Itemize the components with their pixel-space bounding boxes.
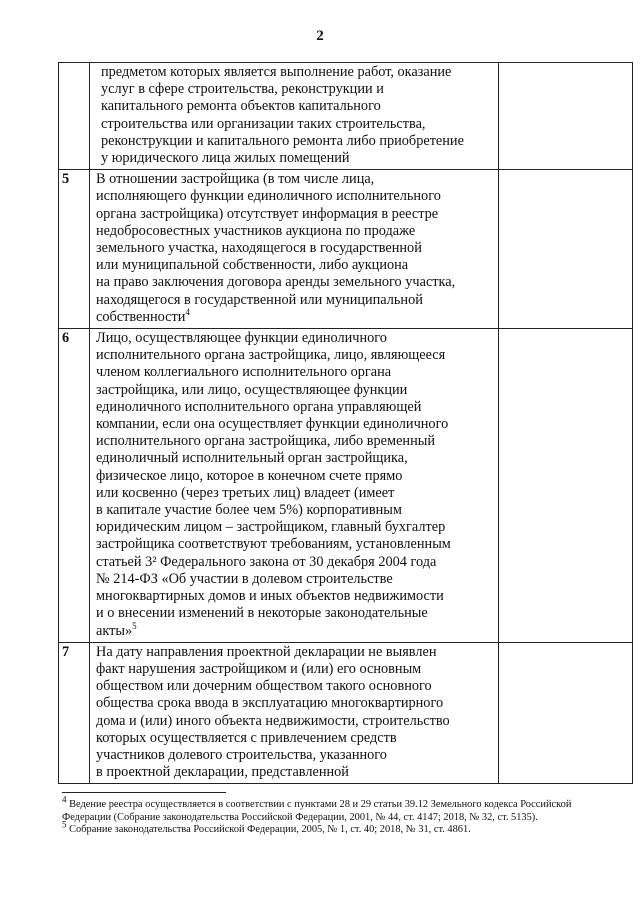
footnote-mark: 5 xyxy=(62,819,67,830)
table-row-7 xyxy=(59,642,633,784)
text-line: или муниципальной собственности, либо аукциона xyxy=(96,257,409,274)
text-line: застройщика соответствуют требованиям, установленным xyxy=(96,536,451,553)
text-line: реконструкции и капитального ремонта либо приобретение xyxy=(101,132,464,149)
footnote-ref: 5 xyxy=(132,620,137,631)
text-line: и о внесении изменений в некоторые законодательные xyxy=(96,605,428,622)
text-line: земельного участка, находящегося в государственной xyxy=(96,240,422,257)
requirement-text-cell xyxy=(90,329,499,643)
footnote-4-continuation: Федерации (Собрание законодательства Российской Федерации, 2001, № 44, ст. 4147; 2018, № 32, ст. 5135). xyxy=(62,811,538,823)
footnotes xyxy=(62,794,622,837)
requirements-table xyxy=(58,62,633,784)
text-line: Лицо, осуществляющее функции единоличного xyxy=(96,330,387,347)
text-line: членом коллегиального исполнительного органа xyxy=(96,364,392,381)
table-row-6 xyxy=(59,329,633,643)
text-line: органа застройщика) отсутствует информация в реестре xyxy=(96,205,439,222)
table-row-5 xyxy=(59,170,633,329)
text-line: В отношении застройщика (в том числе лица, xyxy=(96,171,375,188)
text-line: исполнительного органа застройщика, либо временный xyxy=(96,433,435,450)
text-line: строительства или организации таких строительства, xyxy=(101,115,426,132)
requirement-text-cell xyxy=(90,170,499,329)
row-number-cell: 6 xyxy=(59,329,90,643)
text-line: статьей 3² Федерального закона от 30 декабря 2004 года xyxy=(96,553,437,570)
page-number: 2 xyxy=(316,28,324,44)
text-line: На дату направления проектной декларации не выявлен xyxy=(96,643,437,660)
mark-cell xyxy=(499,642,633,784)
text-line: юридическим лицом – застройщиком, главный бухгалтер xyxy=(96,519,446,536)
text-line: многоквартирных домов и иных объектов недвижимости xyxy=(96,588,444,605)
requirement-text-cell xyxy=(90,642,499,784)
text-line: у юридического лица жилых помещений xyxy=(101,150,350,167)
text-line-last xyxy=(96,309,494,326)
mark-cell xyxy=(499,170,633,329)
text-line: капитального ремонта объектов капитального xyxy=(101,98,381,115)
text-line: в капитале участие более чем 5%) корпоративным xyxy=(96,502,402,519)
text-line: собственности xyxy=(96,308,186,325)
footnote-4 xyxy=(62,794,622,812)
text-line: участников долевого строительства, указанного xyxy=(96,746,387,763)
text-line: находящегося в государственной или муниципальной xyxy=(96,291,423,308)
text-line: услуг в сфере строительства, реконструкции и xyxy=(101,81,384,98)
text-line: недобросовестных участников аукциона по продаже xyxy=(96,222,416,239)
mark-cell xyxy=(499,63,633,170)
text-line: обществом или дочерним обществом такого основного xyxy=(96,678,432,695)
footnote-separator xyxy=(62,792,226,793)
footnote-5 xyxy=(62,819,622,837)
text-line: или косвенно (через третьих лиц) владеет (имеет xyxy=(96,484,395,501)
text-line: исполнительного органа застройщика, лицо, являющееся xyxy=(96,347,446,364)
text-line: единоличного исполнительного органа управляющей xyxy=(96,398,422,415)
footnote-text: Собрание законодательства Российской Федерации, 2005, № 1, ст. 40; 2018, № 31, ст. 4861. xyxy=(66,824,471,836)
text-line: дома и (или) иного объекта недвижимости, строительство xyxy=(96,712,450,729)
text-line: на право заключения договора аренды земельного участка, xyxy=(96,274,456,291)
requirement-text-cell xyxy=(90,63,499,170)
text-line: предметом которых является выполнение работ, оказание xyxy=(101,64,452,80)
row-number-cell xyxy=(59,63,90,170)
footnote-ref: 4 xyxy=(185,307,190,318)
text-line: единоличный исполнительный орган застройщика, xyxy=(96,450,408,467)
text-line: которых осуществляется с привлечением средств xyxy=(96,729,397,746)
table-row-continuation xyxy=(59,63,633,170)
text-line-last xyxy=(96,620,494,640)
mark-cell xyxy=(499,329,633,643)
text-line: акты» xyxy=(96,622,133,639)
row-number-cell: 7 xyxy=(59,642,90,784)
text-line: № 214-ФЗ «Об участии в долевом строительстве xyxy=(96,570,393,587)
text-line: компании, если она осуществляет функции единоличного xyxy=(96,416,449,433)
text-line: физическое лицо, которое в конечном счете прямо xyxy=(96,467,403,484)
requirements-table-body xyxy=(59,63,633,784)
row-number-cell: 5 xyxy=(59,170,90,329)
text-line: общества срока ввода в эксплуатацию многоквартирного xyxy=(96,695,444,712)
text-line: в проектной декларации, представленной xyxy=(96,764,349,781)
footnote-mark: 4 xyxy=(62,794,67,805)
footnote-text: Ведение реестра осуществляется в соответствии с пунктами 28 и 29 статьи 39.12 Земельного кодекса Российской xyxy=(66,799,572,810)
text-line: исполняющего функции единоличного исполнительного xyxy=(96,188,441,205)
text-line: факт нарушения застройщиком и (или) его основным xyxy=(96,660,422,677)
text-line: застройщика, или лицо, осуществляющее функции xyxy=(96,381,408,398)
